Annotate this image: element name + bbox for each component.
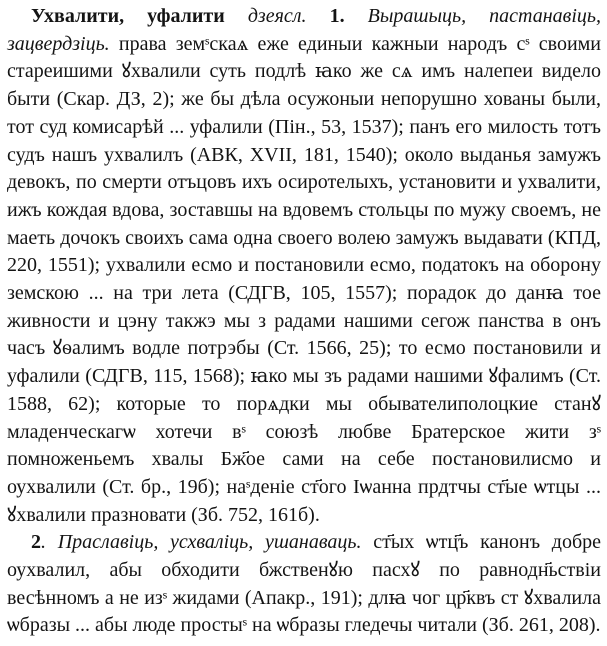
- citations-text-2: ст҃ых ѡтц҃ъ канонъ добре оухвалил, абы обходити бжственꙋю пасхꙋ по равнодн҃ьствіи весѣнномъ а не изˢ жидами (Апакр., 191); длꙗ чог цр҃квъ ст ꙋхвалила ѡбразы ... абы люде простыˢ на ѡбразы гледечы читали (Зб. 261, 208).: [7, 531, 602, 637]
- sense-definition-2: Праславіць, усхваліць, ушанаваць.: [57, 531, 362, 554]
- citations-text: права земˢскаѧ еже единыи кажныи народъ сˢ своими стареишими ꙋхвалили суть подлѣ ꙗко же сѧ имъ налепеи видело быти (Скар. ДЗ, 2); же бы дѣла осужоныи непорушно хованы были, тот суд комисарѣй ... уфалили (Пін., 53, 1537); панъ его милость тотъ судъ нашъ ухвалилъ (АВК, XVII, 181, 1540); около выданья замужъ девокъ, по смерти отъцовъ ихъ осиротелыхъ, установити и ухвалити, ижъ кождая вдова, зоставшы на вдовемъ стольцы по мужу своемъ, не маеть дочокъ своихъ сама одна своего волею замужъ выдавати (КПД, 220, 1551); ухвалили есмо и постановили есмо, податокъ на оборону земскою ... на три лета (СДГВ, 105, 1557); порадок до данꙗ тое живности и цэну такжэ мы з радами нашими сегож панства в онъ часъ ꙋѳалимъ водле потрэбы (Ст. 1566, 25); то есмо постановили и уфалили (СДГВ, 115, 1568); ꙗко мы зъ радами нашими ꙋфалимъ (Ст. 1588, 62); которые то порѧдки мы обывателиполоцкие станꙋ младенческагѡ хотечи вˢ союзѣ любве Братерское жити зˢ помноженьемъ хвалы Бж҃ое сами на себе постановилисмо и оухвалили (Ст. бр., 19б); наˢденіе ст҃ого Iѡанна прдтчы ст҃ые ѡтцы ... ꙋхвалили празновати (Зб. 752, 161б).: [7, 32, 602, 526]
- sense-number: 1: [329, 5, 340, 27]
- dictionary-entry-sense-2: 2. Праславіць, усхваліць, ушанаваць. ст҃ых ѡтц҃ъ канонъ добре оухвалил, абы обходити бжственꙋю пасхꙋ по равнодн҃ьствіи весѣнномъ а не изˢ жидами (Апакр., 191); длꙗ чог цр҃квъ ст ꙋхвалила ѡбразы ... абы люде простыˢ на ѡбразы гледечы читали (Зб. 261, 208).: [7, 531, 602, 637]
- dictionary-entry-sense-1: Ухвалити, уфалити дзеясл. 1. Вырашыць, пастанавіць, зацвердзіць. права земˢскаѧ еже единыи кажныи народъ сˢ своими стареишими ꙋхвалили суть подлѣ ꙗко же сѧ имъ налепеи видело быти (Скар. ДЗ, 2); же бы дѣла осужоныи непорушно хованы были, тот суд комисарѣй ... уфалили (Пін., 53, 1537); панъ его милость тотъ судъ нашъ ухвалилъ (АВК, XVII, 181, 1540); около выданья замужъ девокъ, по смерти отъцовъ ихъ осиротелыхъ, установити и ухвалити, ижъ кождая вдова, зоставшы на вдовемъ стольцы по мужу своемъ, не маеть дочокъ своихъ сама одна своего волею замужъ выдавати (КПД, 220, 1551); ухвалили есмо и постановили есмо, податокъ на оборону земскою ... на три лета (СДГВ, 105, 1557); порадок до данꙗ тое живности и цэну такжэ мы з радами нашими сегож панства в онъ часъ ꙋѳалимъ водле потрэбы (Ст. 1566, 25); то есмо постановили и уфалили (СДГВ, 115, 1568); ꙗко мы зъ радами нашими ꙋфалимъ (Ст. 1588, 62); которые то порѧдки мы обывателиполоцкие станꙋ младенческагѡ хотечи вˢ союзѣ любве Братерское жити зˢ помноженьемъ хвалы Бж҃ое сами на себе постановилисмо и оухвалили (Ст. бр., 19б); наˢденіе ст҃ого Iѡанна прдтчы ст҃ые ѡтцы ... ꙋхвалили празновати (Зб. 752, 161б).: [7, 5, 602, 526]
- sense-number-2: 2: [31, 531, 41, 554]
- entry-headword: Ухвалити, уфалити: [31, 5, 225, 27]
- sense-definition: Вырашыць, пастанавіць, зацвердзіць.: [7, 5, 601, 55]
- grammar-label: дзеясл.: [247, 5, 307, 27]
